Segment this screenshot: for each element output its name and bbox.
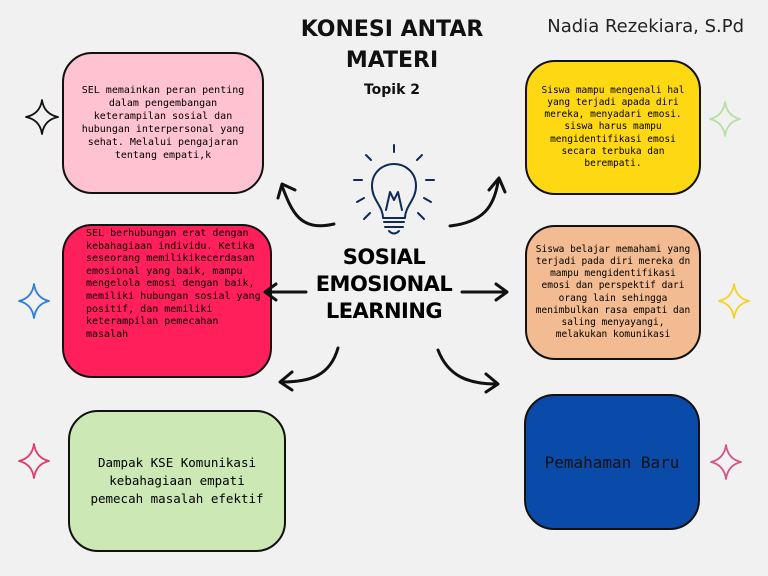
sparkle-icon	[710, 102, 740, 136]
arrow-middle-right	[462, 284, 507, 300]
box-middle-left-text: SEL berhubungan erat dengan kebahagiaan individu. Ketika seseorang memilikikecerdasan emosional yang baik, mampu mengelola emosi dengan baik, memiliki hubungan sosial yang positif, dan memiliki keterampilan pemecahan masalah	[86, 228, 261, 340]
arrow-top-right	[450, 178, 505, 226]
author-name: Nadia Rezekiara, S.Pd	[547, 16, 744, 37]
arrow-top-left	[278, 184, 334, 226]
sparkle-icon	[26, 100, 58, 134]
page-title: KONESI ANTAR MATERI	[300, 17, 484, 73]
sparkle-icon	[719, 284, 749, 318]
sparkle-icon	[19, 284, 49, 318]
lightbulb-icon	[354, 145, 434, 234]
box-middle-right-text: Siswa belajar memahami yang terjadi pada diri mereka dn mampu mengidentifikasi emosi dan perspektif dari orang lain sehingga menimbulkan rasa empati dan saling menyayangi, melakukan komunikasi	[535, 243, 691, 341]
page-subtitle: Topik 2	[363, 82, 421, 98]
box-bottom-left-text: Dampak KSE Komunikasi kebahagiaan empati pemecah masalah efektif	[90, 455, 264, 506]
box-bottom-right-text: Pemahaman Baru	[544, 452, 680, 472]
sparkle-icon	[711, 445, 741, 479]
box-top-right-text: Siswa mampu mengenali hal yang terjadi apada diri mereka, menyadari emosi. siswa harus mampu mengidentifikasi emosi secara terbuka dan berempati.	[541, 84, 685, 169]
arrow-bottom-left	[280, 348, 338, 390]
center-label: SOSIAL EMOSIONAL LEARNING	[315, 245, 453, 323]
sparkle-icon	[19, 444, 49, 478]
box-top-left-text: SEL memainkan peran penting dalam pengembangan keterampilan sosial dan hubungan interpersonal yang sehat. Melalui pengajaran tentang empati,k	[81, 85, 245, 161]
arrow-middle-left	[265, 284, 306, 300]
arrow-bottom-right	[438, 350, 498, 392]
